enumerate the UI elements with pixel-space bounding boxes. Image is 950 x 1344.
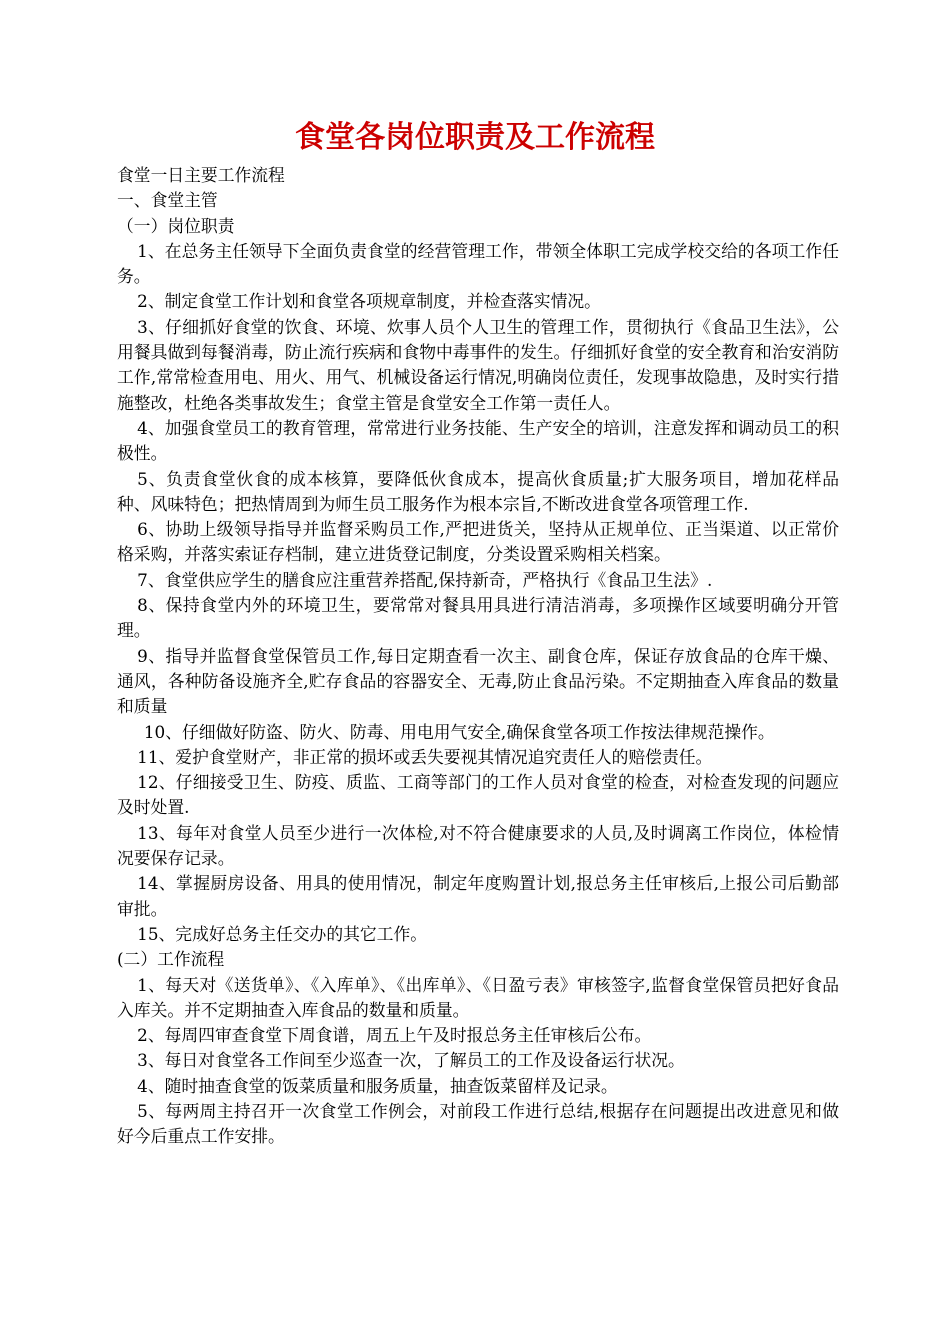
intro-line: 食堂一日主要工作流程 — [117, 165, 285, 185]
duty-item-15: 15、完成好总务主任交办的其它工作。 — [137, 923, 428, 944]
duty-item-12: 12、仔细接受卫生、防疫、质监、工商等部门的工作人员对食堂的检查，对检查发现的问题应及时处置. — [117, 772, 839, 818]
workflow-item-2: 2、每周四审查食堂下周食谱，周五上午及时报总务主任审核后公布。 — [137, 1025, 652, 1046]
duty-item-14: 14、掌握厨房设备、用具的使用情况，制定年度购置计划,报总务主任审核后,上报公司后勤部审批。 — [117, 873, 839, 919]
sub-heading-workflow: (二）工作流程 — [117, 949, 225, 970]
sub-heading-duties: （一）岗位职责 — [117, 215, 235, 236]
section-heading: 一、食堂主管 — [117, 190, 218, 211]
duty-item-2: 2、制定食堂工作计划和食堂各项规章制度，并检查落实情况。 — [137, 291, 601, 312]
document-title: 食堂各岗位职责及工作流程 — [295, 120, 655, 155]
duty-item-6: 6、协助上级领导指导并监督采购员工作,严把进货关，坚持从正规单位、正当渠道、以正常价格采购，并落实索证存档制，建立进货登记制度，分类设置采购相关档案。 — [117, 519, 839, 565]
document-body — [117, 163, 839, 1150]
duty-item-11: 11、爱护食堂财产，非正常的损坏或丢失要视其情况追究责任人的赔偿责任。 — [137, 746, 713, 767]
duty-item-1: 1、在总务主任领导下全面负责食堂的经营管理工作，带领全体职工完成学校交给的各项工作任务。 — [117, 240, 839, 287]
duty-item-13: 13、每年对食堂人员至少进行一次体检,对不符合健康要求的人员,及时调离工作岗位，体检情况要保存记录。 — [117, 822, 839, 869]
duty-item-4: 4、加强食堂员工的教育管理，常常进行业务技能、生产安全的培训，注意发挥和调动员工的积极性。 — [117, 417, 839, 464]
duty-item-10: 10、仔细做好防盗、防火、防毒、用电用气安全,确保食堂各项工作按法律规范操作。 — [143, 721, 775, 742]
duty-item-8: 8、保持食堂内外的环境卫生，要常常对餐具用具进行清洁消毒，多项操作区域要明确分开管理。 — [117, 595, 839, 641]
workflow-item-5: 5、每两周主持召开一次食堂工作例会，对前段工作进行总结,根据存在问题提出改进意见和做好今后重点工作安排。 — [117, 1100, 839, 1147]
workflow-item-3: 3、每日对食堂各工作间至少巡查一次，了解员工的工作及设备运行状况。 — [137, 1050, 685, 1071]
workflow-item-4: 4、随时抽查食堂的饭菜质量和服务质量，抽查饭菜留样及记录。 — [137, 1075, 618, 1096]
workflow-item-1: 1、每天对《送货单》、《入库单》、《出库单》、《日盈亏表》审核签字,监督食堂保管员把好食品入库关。并不定期抽查入库食品的数量和质量。 — [117, 974, 839, 1020]
duty-item-5: 5、负责食堂伙食的成本核算，要降低伙食成本，提高伙食质量;扩大服务项目，增加花样品种、风味特色；把热情周到为师生员工服务作为根本宗旨,不断改进食堂各项管理工作. — [117, 468, 839, 514]
duty-item-9: 9、指导并监督食堂保管员工作,每日定期查看一次主、副食仓库，保证存放食品的仓库干燥、通风，各种防备设施齐全,贮存食品的容器安全、无毒,防止食品污染。不定期抽查入库食品的数量和质量 — [117, 645, 839, 717]
duty-item-3: 3、仔细抓好食堂的饮食、环境、炊事人员个人卫生的管理工作，贯彻执行《食品卫生法》，公用餐具做到每餐消毒，防止流行疾病和食物中毒事件的发生。仔细抓好食堂的安全教育和治安消防工作,常常检查用电、用火、用气、机械设备运行情况,明确岗位责任，发现事故隐患，及时实行措施整改，杜绝各类事故发生；食堂主管是食堂安全工作第一责任人。 — [117, 316, 839, 413]
duty-item-7: 7、食堂供应学生的膳食应注重营养搭配,保持新奇，严格执行《食品卫生法》. — [137, 569, 713, 590]
